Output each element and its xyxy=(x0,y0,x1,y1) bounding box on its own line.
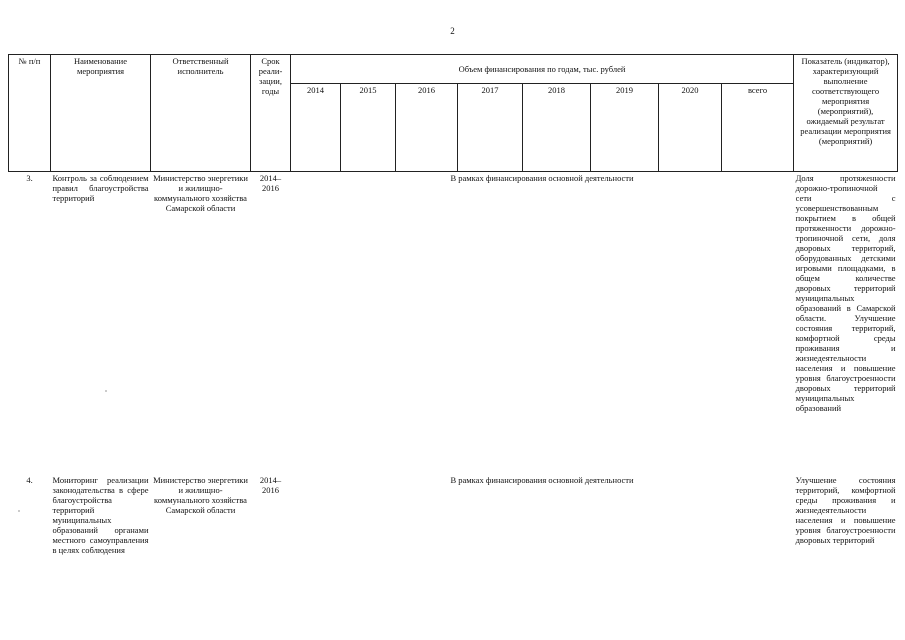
header-year: 2016 xyxy=(396,84,458,172)
header-year: 2019 xyxy=(591,84,659,172)
table-row xyxy=(9,172,898,475)
row-term: 2014–2016 xyxy=(259,173,282,193)
row-number: 3. xyxy=(26,173,33,183)
header-year: 2014 xyxy=(291,84,341,172)
header-year: 2020 xyxy=(659,84,722,172)
header-year: 2018 xyxy=(523,84,591,172)
row-number: 4. xyxy=(26,475,33,485)
row-term: 2014–2016 xyxy=(259,475,282,495)
header-num: № п/п xyxy=(9,55,51,172)
header-term: Срок реали-зации, годы xyxy=(251,55,291,172)
table-row xyxy=(9,474,898,556)
scan-speck xyxy=(18,510,20,512)
header-indicator: Показатель (индикатор), характеризующий выполнение соответствующего мероприятия (мероприятий), ожидаемый результат реализации мероприятия (мероприятий) xyxy=(794,55,898,172)
row-indicator: Улучшение состояния территорий, комфортной среды проживания и жизнедеятельности населения и повышение уровня благоустроенности дворовых территорий xyxy=(795,475,896,545)
scan-speck xyxy=(105,390,107,392)
row-name: Контроль за соблюдением правил благоустройства территорий xyxy=(52,173,149,203)
program-table xyxy=(8,54,898,556)
row-executor: Министерство энергетики и жилищно-коммунального хозяйства Самарской области xyxy=(153,475,248,515)
row-executor: Министерство энергетики и жилищно-коммунального хозяйства Самарской области xyxy=(153,173,248,213)
header-funding: Объем финансирования по годам, тыс. рублей xyxy=(291,55,794,84)
page-number: 2 xyxy=(450,26,455,36)
header-executor: Ответственный исполнитель xyxy=(151,55,251,172)
row-funding: В рамках финансирования основной деятельности xyxy=(450,475,634,485)
row-indicator: Доля протяженности дорожно-тропиночной сети с усовершенствованным покрытием в общей протяженности дорожно-тропиночной сети, доля дворовых территорий, оборудованных детскими игровыми площадками, в общем количестве дворовых территорий муниципальных образований в Самарской области. Улучшение состояния территорий, комфортной среды проживания и жизнедеятельности населения и повышение уровня благоустроенности дворовых территорий муниципальных образований xyxy=(795,173,896,413)
header-name: Наименование мероприятия xyxy=(51,55,151,172)
header-year: 2015 xyxy=(341,84,396,172)
header-year: 2017 xyxy=(458,84,523,172)
row-name: Мониторинг реализации законодательства в сфере благоустройства территорий муниципальных образований органами местного самоуправления в целях соблюдения xyxy=(52,475,149,555)
header-year-total: всего xyxy=(722,84,794,172)
row-funding: В рамках финансирования основной деятельности xyxy=(450,173,634,183)
